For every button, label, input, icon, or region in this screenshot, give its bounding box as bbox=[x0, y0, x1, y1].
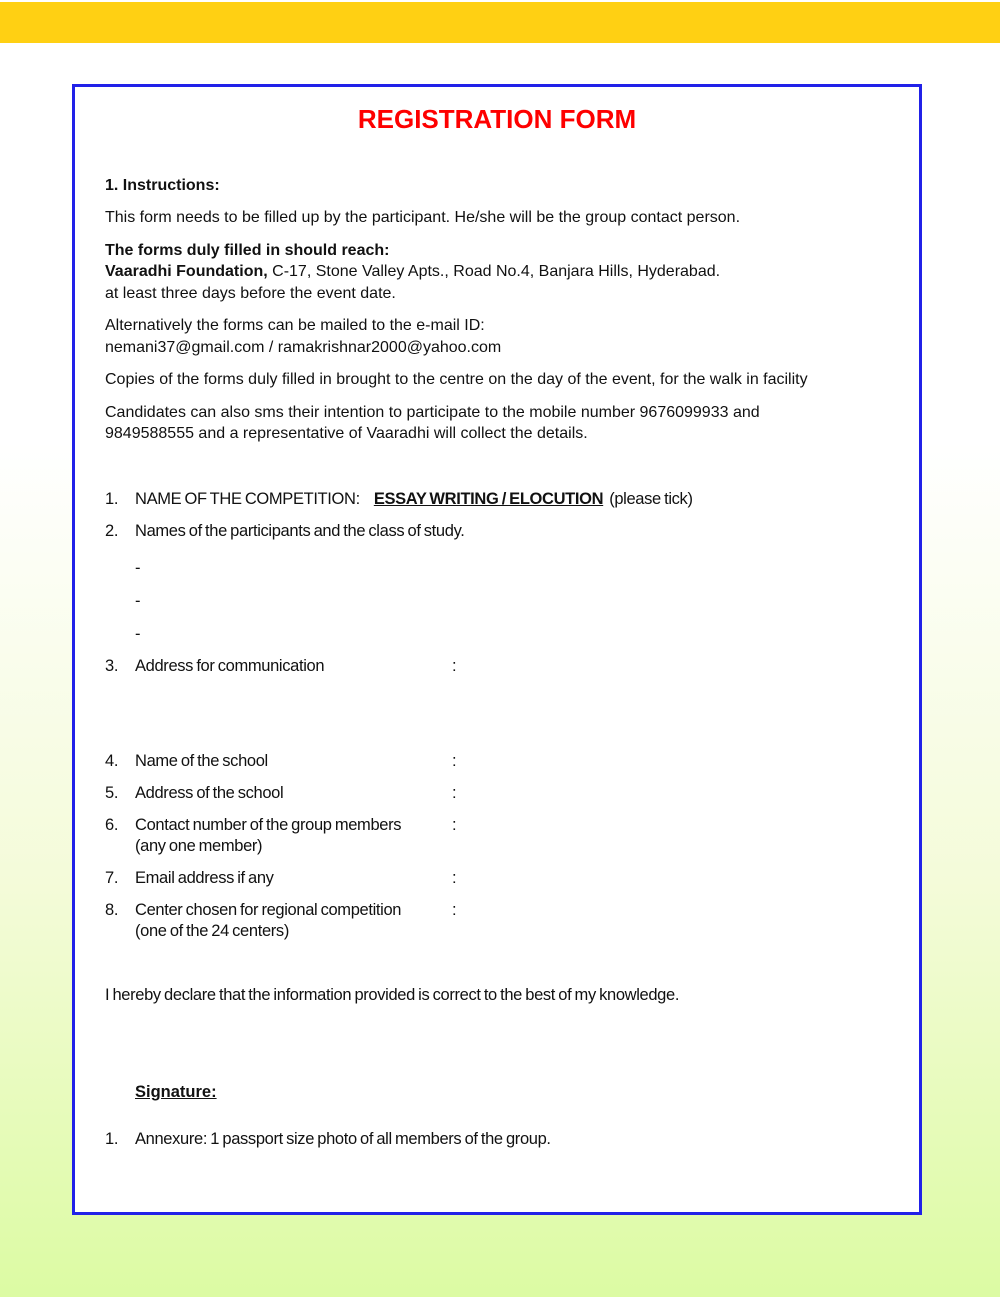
participant-slot-1: - bbox=[135, 558, 141, 577]
annexure-item bbox=[105, 1129, 889, 1150]
item-number: 7. bbox=[105, 868, 119, 887]
item-number: 2. bbox=[105, 521, 119, 540]
contact-number-note: (any one member) bbox=[135, 836, 263, 855]
form-item-communication-address bbox=[105, 656, 889, 677]
school-address-label: Address of the school bbox=[135, 783, 284, 802]
item-number: 5. bbox=[105, 783, 119, 802]
sms-note: Candidates can also sms their intention to participate to the mobile number 9676099933 and 9849588555 and a representative of Vaaradhi will collect the details. bbox=[105, 403, 760, 442]
item-number: 8. bbox=[105, 900, 119, 919]
item-number: 3. bbox=[105, 656, 119, 675]
copies-note: Copies of the forms duly filled in brought to the centre on the day of the event, for the walk in facility bbox=[105, 371, 808, 388]
item-number: 6. bbox=[105, 815, 119, 834]
item-number: 1. bbox=[105, 1129, 119, 1148]
reach-address-line bbox=[105, 261, 889, 283]
contact-number-labelwrap bbox=[135, 815, 452, 857]
form-item-school-address bbox=[105, 783, 889, 804]
participant-slot-2: - bbox=[135, 591, 141, 610]
reach-address: C-17, Stone Valley Apts., Road No.4, Banjara Hills, Hyderabad. bbox=[267, 263, 721, 280]
field-colon: : bbox=[452, 751, 457, 770]
annexure-text: Annexure: 1 passport size photo of all members of the group. bbox=[135, 1129, 551, 1148]
form-item-participant-names bbox=[105, 521, 889, 542]
form-item-competition-name bbox=[105, 489, 889, 510]
email-address-label: Email address if any bbox=[135, 868, 274, 887]
form-item-email-address bbox=[105, 868, 889, 889]
communication-address-label: Address for communication bbox=[135, 656, 325, 675]
page-title: REGISTRATION FORM bbox=[357, 104, 637, 134]
instructions-heading: 1. Instructions: bbox=[105, 177, 220, 194]
signature-label: Signature: bbox=[135, 1082, 217, 1101]
top-accent-bar bbox=[0, 2, 1000, 43]
participant-note: This form needs to be filled up by the participant. He/she will be the group contact person. bbox=[105, 209, 741, 226]
contact-number-label: Contact number of the group members bbox=[135, 815, 402, 834]
school-name-label: Name of the school bbox=[135, 751, 268, 770]
registration-form-box bbox=[72, 84, 922, 1215]
reach-org: Vaaradhi Foundation, bbox=[105, 263, 268, 280]
field-colon: : bbox=[452, 783, 457, 802]
reach-deadline: at least three days before the event date. bbox=[105, 284, 396, 302]
competition-options: ESSAY WRITING / ELOCUTION bbox=[373, 489, 604, 508]
please-tick-hint: (please tick) bbox=[609, 489, 693, 508]
reach-heading: The forms duly filled in should reach: bbox=[105, 241, 390, 259]
form-item-contact-number bbox=[105, 815, 889, 857]
item-number: 4. bbox=[105, 751, 119, 770]
email-block bbox=[105, 315, 889, 358]
regional-center-note: (one of the 24 centers) bbox=[135, 921, 289, 940]
form-item-regional-center bbox=[105, 900, 889, 942]
email-intro: Alternatively the forms can be mailed to the e-mail ID: bbox=[105, 317, 485, 334]
competition-label: NAME OF THE COMPETITION: bbox=[135, 489, 360, 508]
regional-center-labelwrap bbox=[135, 900, 452, 942]
field-colon: : bbox=[452, 900, 457, 919]
field-colon: : bbox=[452, 868, 457, 887]
declaration-statement: I hereby declare that the information provided is correct to the best of my knowledge. bbox=[105, 985, 680, 1004]
field-colon: : bbox=[452, 656, 457, 675]
participant-names-label: Names of the participants and the class of study. bbox=[135, 521, 465, 540]
item-number: 1. bbox=[105, 489, 119, 508]
regional-center-label: Center chosen for regional competition bbox=[135, 900, 402, 919]
reach-block bbox=[105, 240, 889, 305]
field-colon: : bbox=[452, 815, 457, 834]
participant-slot-3: - bbox=[135, 624, 141, 643]
email-addresses: nemani37@gmail.com / ramakrishnar2000@yahoo.com bbox=[105, 338, 502, 356]
form-item-school-name bbox=[105, 751, 889, 772]
